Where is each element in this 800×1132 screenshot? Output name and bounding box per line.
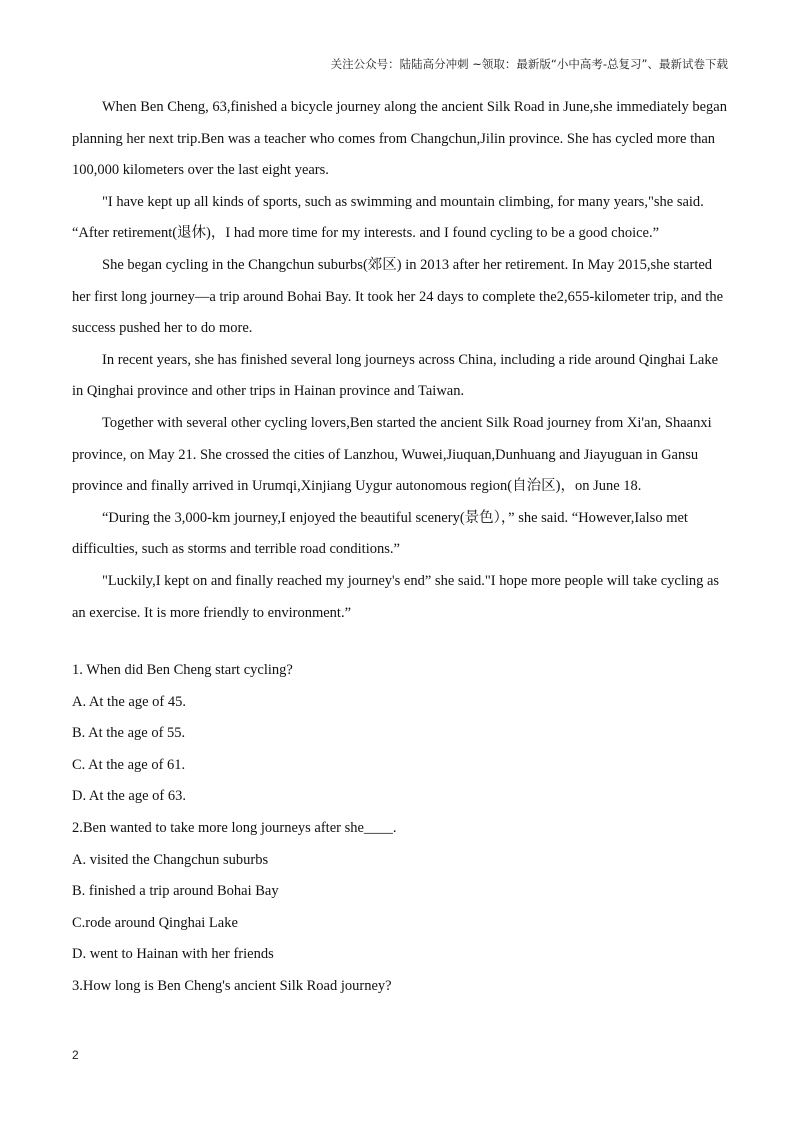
answer-option: C. At the age of 61.: [72, 756, 186, 773]
answer-option: C.rode around Qinghai Lake: [72, 914, 238, 931]
passage-paragraph: In recent years, she has finished several long journeys across China, including a ride around Qinghai Lake in Qinghai province and other trips in Hainan province and Taiwan.: [72, 351, 719, 400]
passage-paragraph: When Ben Cheng, 63,finished a bicycle journey along the ancient Silk Road in June,she immediately began planning her next trip.Ben was a teacher who comes from Changchun,Jilin province. She has cycled more than 100,000 kilometers over the last eight years.: [72, 99, 727, 179]
answer-option: A. At the age of 45.: [72, 693, 186, 710]
question-stem: 2.Ben wanted to take more long journeys after she____.: [72, 820, 397, 837]
passage-paragraph: She began cycling in the Changchun suburbs(郊区) in 2013 after her retirement. In May 2015,she started her first long journey—a trip around Bohai Bay. It took her 24 days to complete the2,655-kilometer trip, and the success pushed her to do more.: [72, 256, 723, 337]
section-gap: [72, 629, 732, 655]
passage-paragraph: Together with several other cycling lovers,Ben started the ancient Silk Road journey from Xi'an, Shaanxi province, on May 21. She crossed the cities of Lanzhou, Wuwei,Jiuquan,Dunhuang and Jiayuguan in Gansu province and finally arrived in Urumqi,Xinjiang Uygur autonomous region(自治区)，on June 18.: [72, 414, 712, 495]
document-body: [72, 92, 732, 1003]
answer-option: A. visited the Changchun suburbs: [72, 851, 269, 868]
page-header: 关注公众号：陆陆高分冲刺 ~领取：最新版“小中高考-总复习”、最新试卷下载: [330, 57, 728, 71]
question-stem: 3.How long is Ben Cheng's ancient Silk Road journey?: [72, 978, 392, 995]
answer-option: D. went to Hainan with her friends: [72, 946, 274, 963]
passage-paragraph: "Luckily,I kept on and finally reached my journey's end” she said."I hope more people will take cycling as an exercise. It is more friendly to environment.”: [72, 572, 720, 621]
reading-passage: [72, 92, 732, 629]
answer-option: B. At the age of 55.: [72, 725, 186, 742]
question-list: [72, 655, 732, 1003]
page-number: 2: [72, 1048, 79, 1062]
passage-paragraph: “During the 3,000-km journey,I enjoyed the beautiful scenery(景色），” she said. “However,Ialso met difficulties, such as storms and terrible road conditions.”: [72, 509, 688, 558]
answer-option: B. finished a trip around Bohai Bay: [72, 883, 279, 900]
answer-option: D. At the age of 63.: [72, 788, 186, 805]
passage-paragraph: "I have kept up all kinds of sports, such as swimming and mountain climbing, for many years,"she said. “After retirement(退休)，I had more time for my interests. and I found cycling to be a good choice.”: [72, 193, 704, 242]
question-stem: 1. When did Ben Cheng start cycling?: [72, 662, 293, 679]
